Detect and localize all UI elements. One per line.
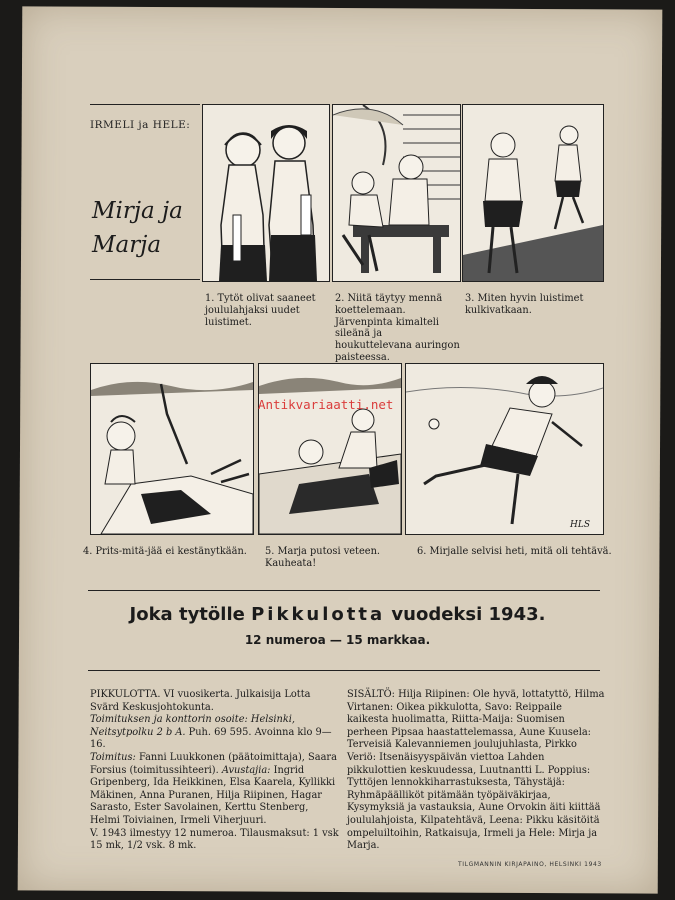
comic-panel-6	[405, 363, 604, 535]
colophon-editors-text: Fanni Luukkonen (päätoimittaja), Saara Forsius (toimitussihteeri).	[90, 751, 337, 776]
caption-4: 4. Prits-mitä-jää ei kestänytkään.	[83, 546, 247, 557]
comic-panel-3	[462, 104, 604, 282]
headline-pre: Joka tytölle	[129, 604, 245, 625]
colophon-p1: PIKKULOTTA. VI vuosikerta. Julkaisija Lotta Svärd Keskusjohtokunta.	[90, 689, 311, 713]
colophon	[90, 689, 340, 853]
colophon-contributors-text: Ingrid Gripenberg, Ida Heikkinen, Elsa Kaarela, Kyllikki Mäkinen, Anna Puranen, Hilja Riipinen, Hagar Sarasto, Ester Savolainen, Kerttu Stenberg, Helmi Toiviainen, Irmeli Viherjuuri.	[90, 764, 336, 826]
comic-panel-5	[258, 363, 402, 535]
ad-rule-top	[88, 590, 600, 591]
contents-label: SISÄLTÖ:	[347, 689, 395, 700]
colophon-p4: V. 1943 ilmestyy 12 numeroa. Tilausmaksut: 1 vsk 15 mk, 1/2 vsk. 8 mk.	[90, 827, 339, 852]
ad-rule-bottom	[88, 670, 600, 671]
contents	[347, 689, 605, 853]
comic-title-line2: Marja	[92, 232, 162, 258]
watermark-text: Antikvariaatti.net	[258, 397, 394, 412]
colophon-editors-label: Toimitus:	[90, 751, 136, 763]
caption-2: 2. Niitä täytyy mennä koettelemaan. Järvenpinta kimalteli sileänä ja houkuttelevana auringon paisteessa.	[335, 293, 460, 363]
ad-headline	[0, 604, 675, 625]
header-rule-bottom	[90, 279, 200, 280]
caption-6: 6. Mirjalle selvisi heti, mitä oli tehtävä.	[417, 546, 612, 557]
caption-5: 5. Marja putosi veteen. Kauheata!	[265, 546, 380, 569]
comic-panel-2	[332, 104, 461, 282]
comic-title-line1: Mirja ja	[92, 198, 183, 224]
headline-brand: Pikkulotta	[251, 604, 386, 625]
colophon-contributors-label: Avustajia:	[221, 764, 271, 776]
comic-panel-1	[202, 104, 330, 282]
colophon-address-text: Puh. 69 595. Avoinna klo 9—16.	[90, 726, 332, 751]
comic-byline: IRMELI ja HELE:	[90, 119, 191, 131]
contents-text: Hilja Riipinen: Ole hyvä, lottatyttö, Hilma Virtanen: Oikea pikkulotta, Savo: Reippaile kaikesta huolimatta, Riitta-Maija: Suomisen perheen Pipsaa haastattelemassa, Aune Kuusela: Terveisiä Kalevanniemen joulujuhlasta, Pirkko Veriö: Itsenäisyyspäivän viettoa Lahden pikkulottien keskuudessa, Luutnantti L. Poppius: Tyttöjen lennokkiharrastuksesta, Tähystäjä: Ryhmäpäälliköt pitämään työpäiväkirjaa, Kysymyksiä ja vastauksia, Aune Orvokin äiti kiittää joululahjoista, Kilpatehtävä, Leena: Pikku käsitöitä ompeluiltoihin, Ratkaisuja, Irmeli ja Hele: Mirja ja Marja.	[347, 689, 605, 852]
artist-signature: HLS	[570, 520, 590, 530]
ad-subline: 12 numeroa — 15 markkaa.	[244, 633, 431, 647]
header-rule-top	[90, 104, 200, 105]
caption-3: 3. Miten hyvin luistimet kulkivatkaan.	[465, 293, 584, 316]
comic-panel-4	[90, 363, 254, 535]
caption-1: 1. Tytöt olivat saaneet joululahjaksi uudet luistimet.	[205, 293, 316, 328]
colophon-address-label: Toimituksen ja konttorin osoite: Helsinki, Neitsytpolku 2 b A.	[90, 714, 296, 738]
printer-imprint: TILGMANNIN KIRJAPAINO, HELSINKI 1943	[458, 861, 602, 868]
headline-post: vuodeksi 1943.	[391, 604, 546, 625]
